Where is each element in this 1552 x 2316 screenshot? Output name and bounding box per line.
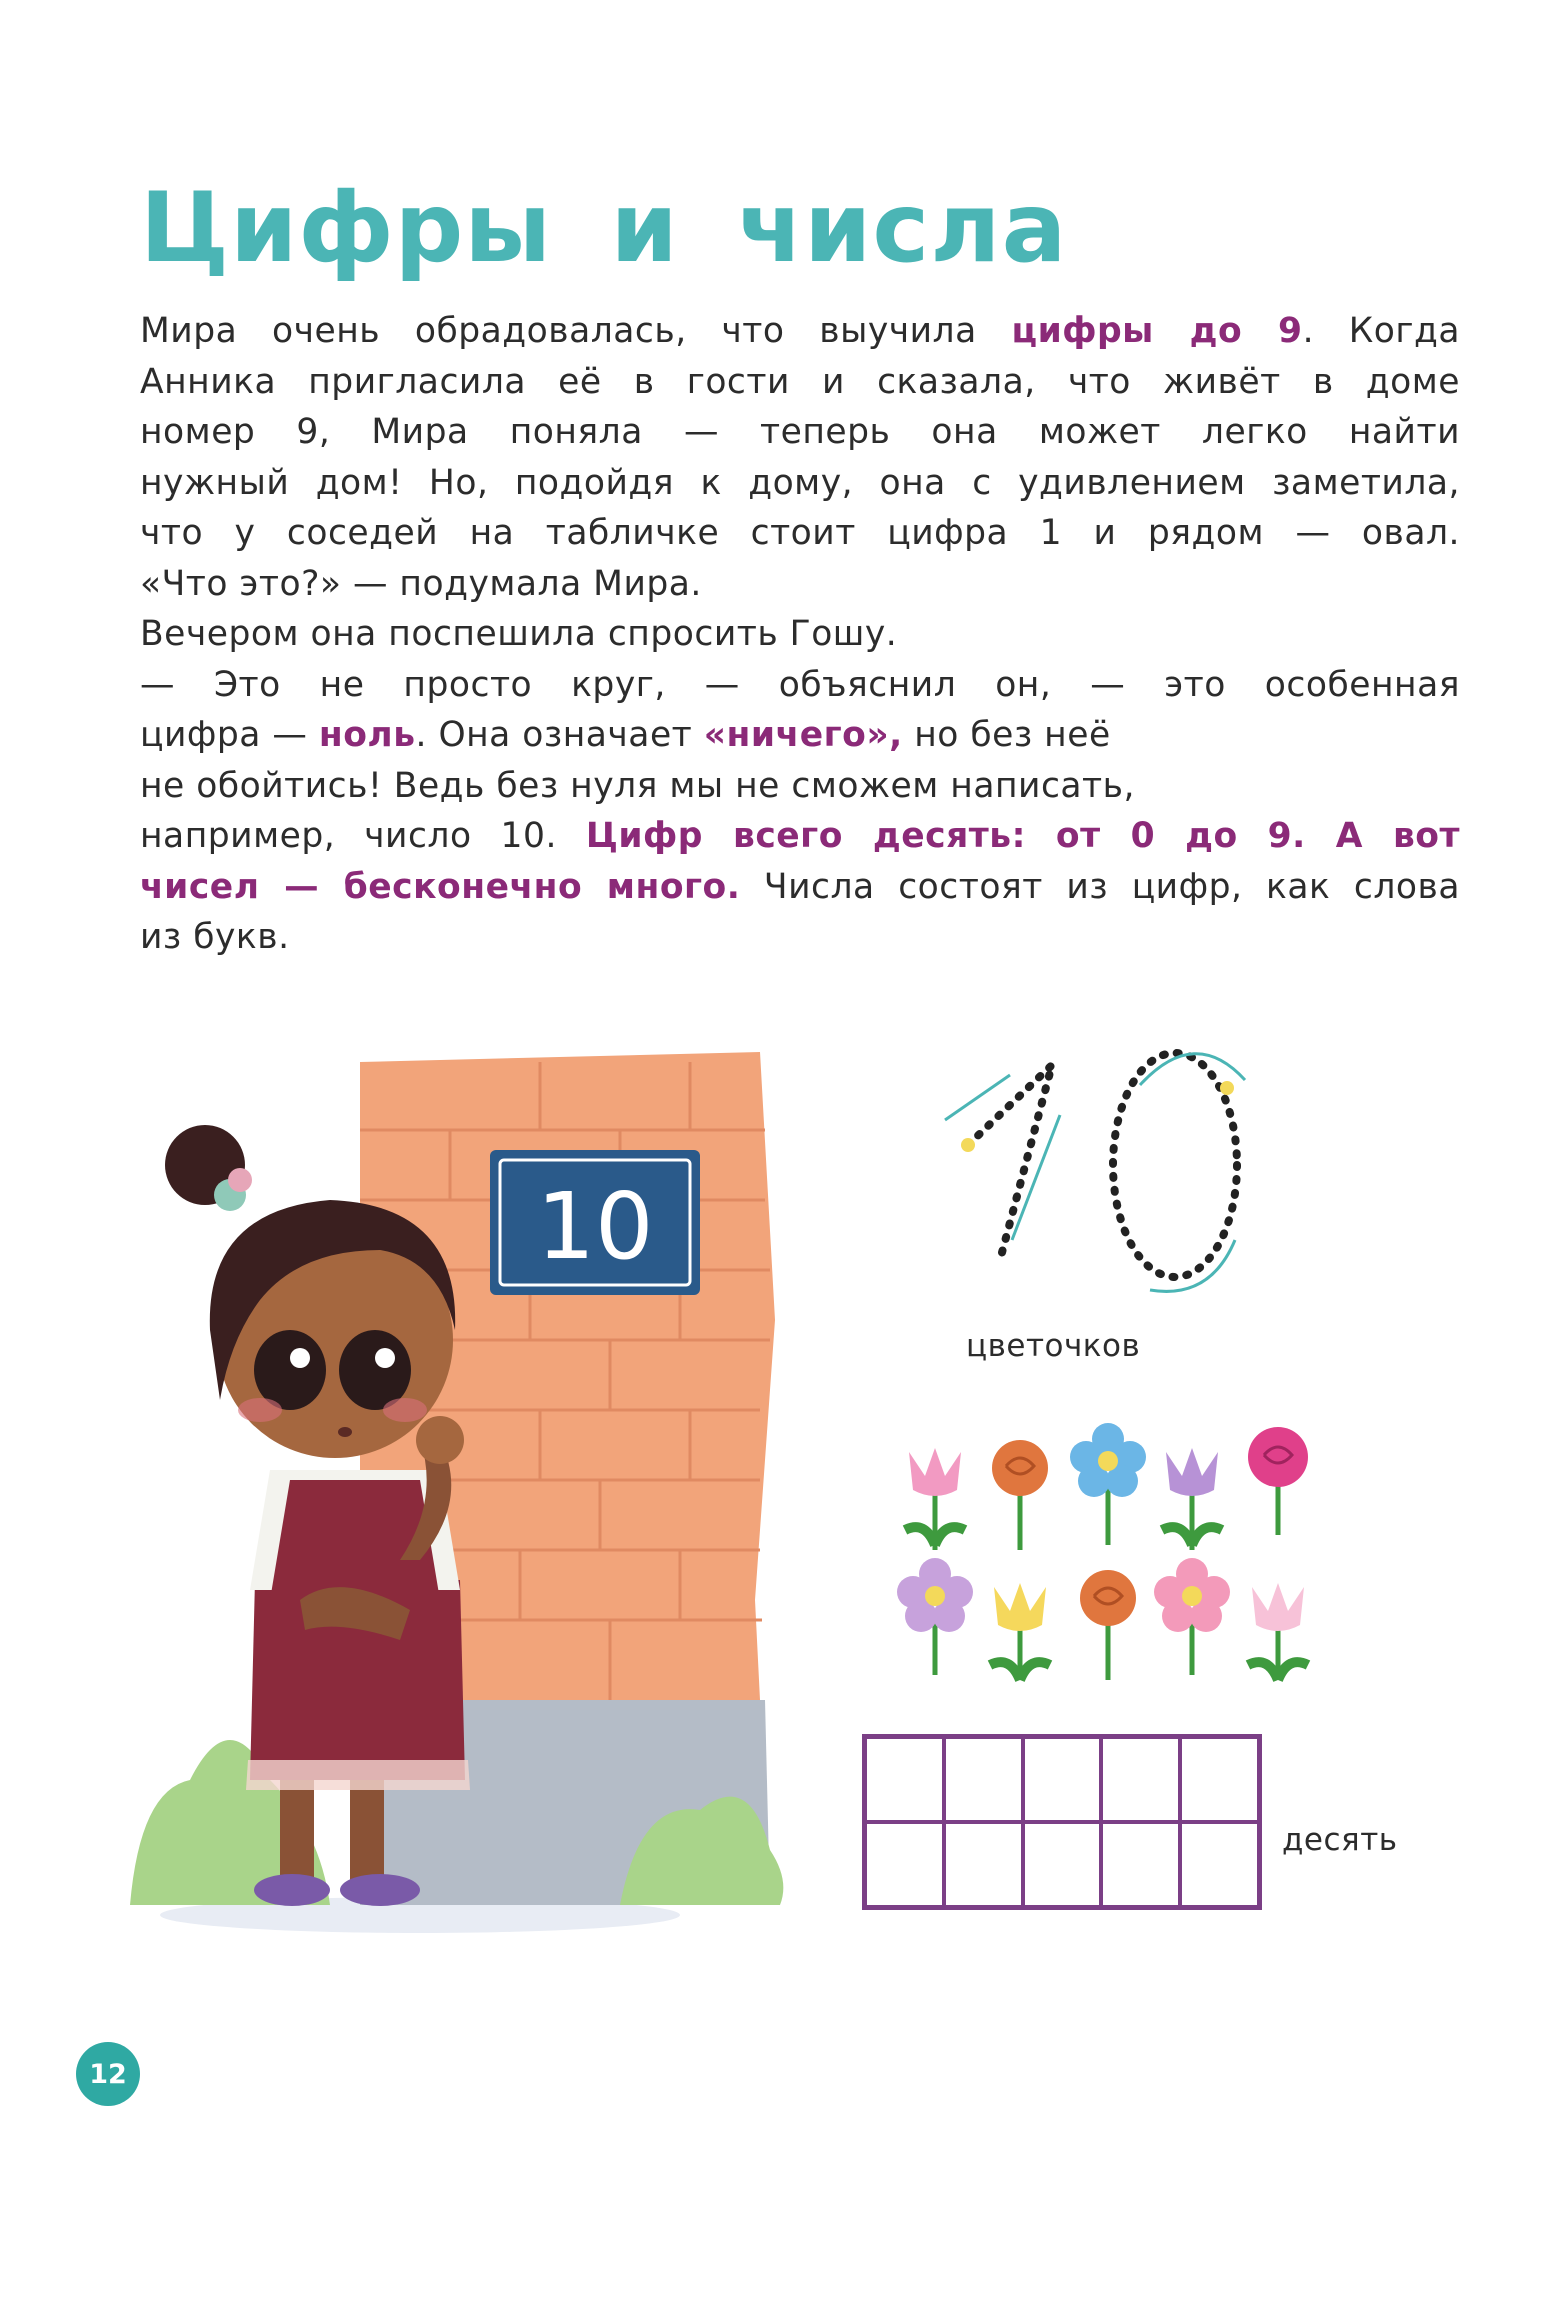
story-segment: но без неё [902,715,1111,755]
ten-frame-cell [865,1737,944,1822]
story-segment: . Она означает [415,715,704,755]
ten-frame-cell [944,1737,1023,1822]
flowers-illustration [897,1423,1308,1680]
story-segment: номер 9, Мира поняла — теперь она может легко найти [140,412,1460,452]
story-highlight: чисел — бесконечно много. [140,866,741,907]
flower-daisy-blue [1070,1423,1146,1545]
story-segment: Мира очень обрадовалась, что выучила [140,311,1012,351]
flowers-caption: цветочков [966,1328,1141,1364]
story-segment: Вечером она поспешила спросить Гошу. [140,614,898,654]
house-number-text: 10 [536,1173,654,1280]
story-segment: из букв. [140,917,290,957]
story-segment: не обойтись! Ведь без нуля мы не сможем написать, [140,765,1135,806]
flower-daisy-lilac [897,1558,973,1675]
story-highlight: ноль [318,715,416,755]
story-highlight: цифры до 9 [1011,311,1303,351]
story-highlight: «ничего», [703,715,903,755]
page-title: Цифры и числа [140,172,1068,284]
ten-caption: десять [1282,1822,1398,1858]
tracing-number-10 [945,1053,1245,1291]
story-segment: Числа состоят из цифр, как слова [740,866,1460,907]
ten-frame-cell [1023,1737,1102,1822]
ten-frame-cell [1180,1737,1259,1822]
ten-frame-cell [1023,1822,1102,1907]
flower-rose-orange [992,1440,1048,1550]
page-number-badge: 12 [76,2042,140,2106]
story-segment: Анника пригласила её в гости и сказала, что живёт в доме [140,361,1460,402]
flower-tulip-light-pink [1248,1583,1308,1680]
flower-rose-magenta [1248,1427,1308,1535]
ten-frame-cell [944,1822,1023,1907]
ten-frame-cell [1101,1822,1180,1907]
flower-tulip-pink [905,1448,965,1550]
ten-frame-grid [862,1734,1262,1910]
story-segment: — Это не просто круг, — объяснил он, — это особенная [140,664,1460,705]
flower-daisy-pink [1154,1558,1230,1675]
story-segment: что у соседей на табличке стоит цифра 1 и рядом — овал. [140,513,1460,553]
ten-frame-cell [1180,1822,1259,1907]
story-segment: например, число 10. [140,816,586,856]
story-highlight: Цифр всего десять: от 0 до 9. А вот [585,816,1460,856]
ten-frame-cell [1101,1737,1180,1822]
story-segment: нужный дом! Но, подойдя к дому, она с удивлением заметила, [140,462,1460,503]
flower-tulip-yellow [990,1583,1050,1680]
ten-frame-cell [865,1822,944,1907]
flower-rose-orange-2 [1080,1570,1136,1680]
flower-tulip-purple [1162,1448,1222,1550]
story-segment: . Когда [1302,311,1461,351]
story-segment: цифра — [140,715,319,755]
story-segment: «Что это?» — подумала Мира. [140,563,702,604]
